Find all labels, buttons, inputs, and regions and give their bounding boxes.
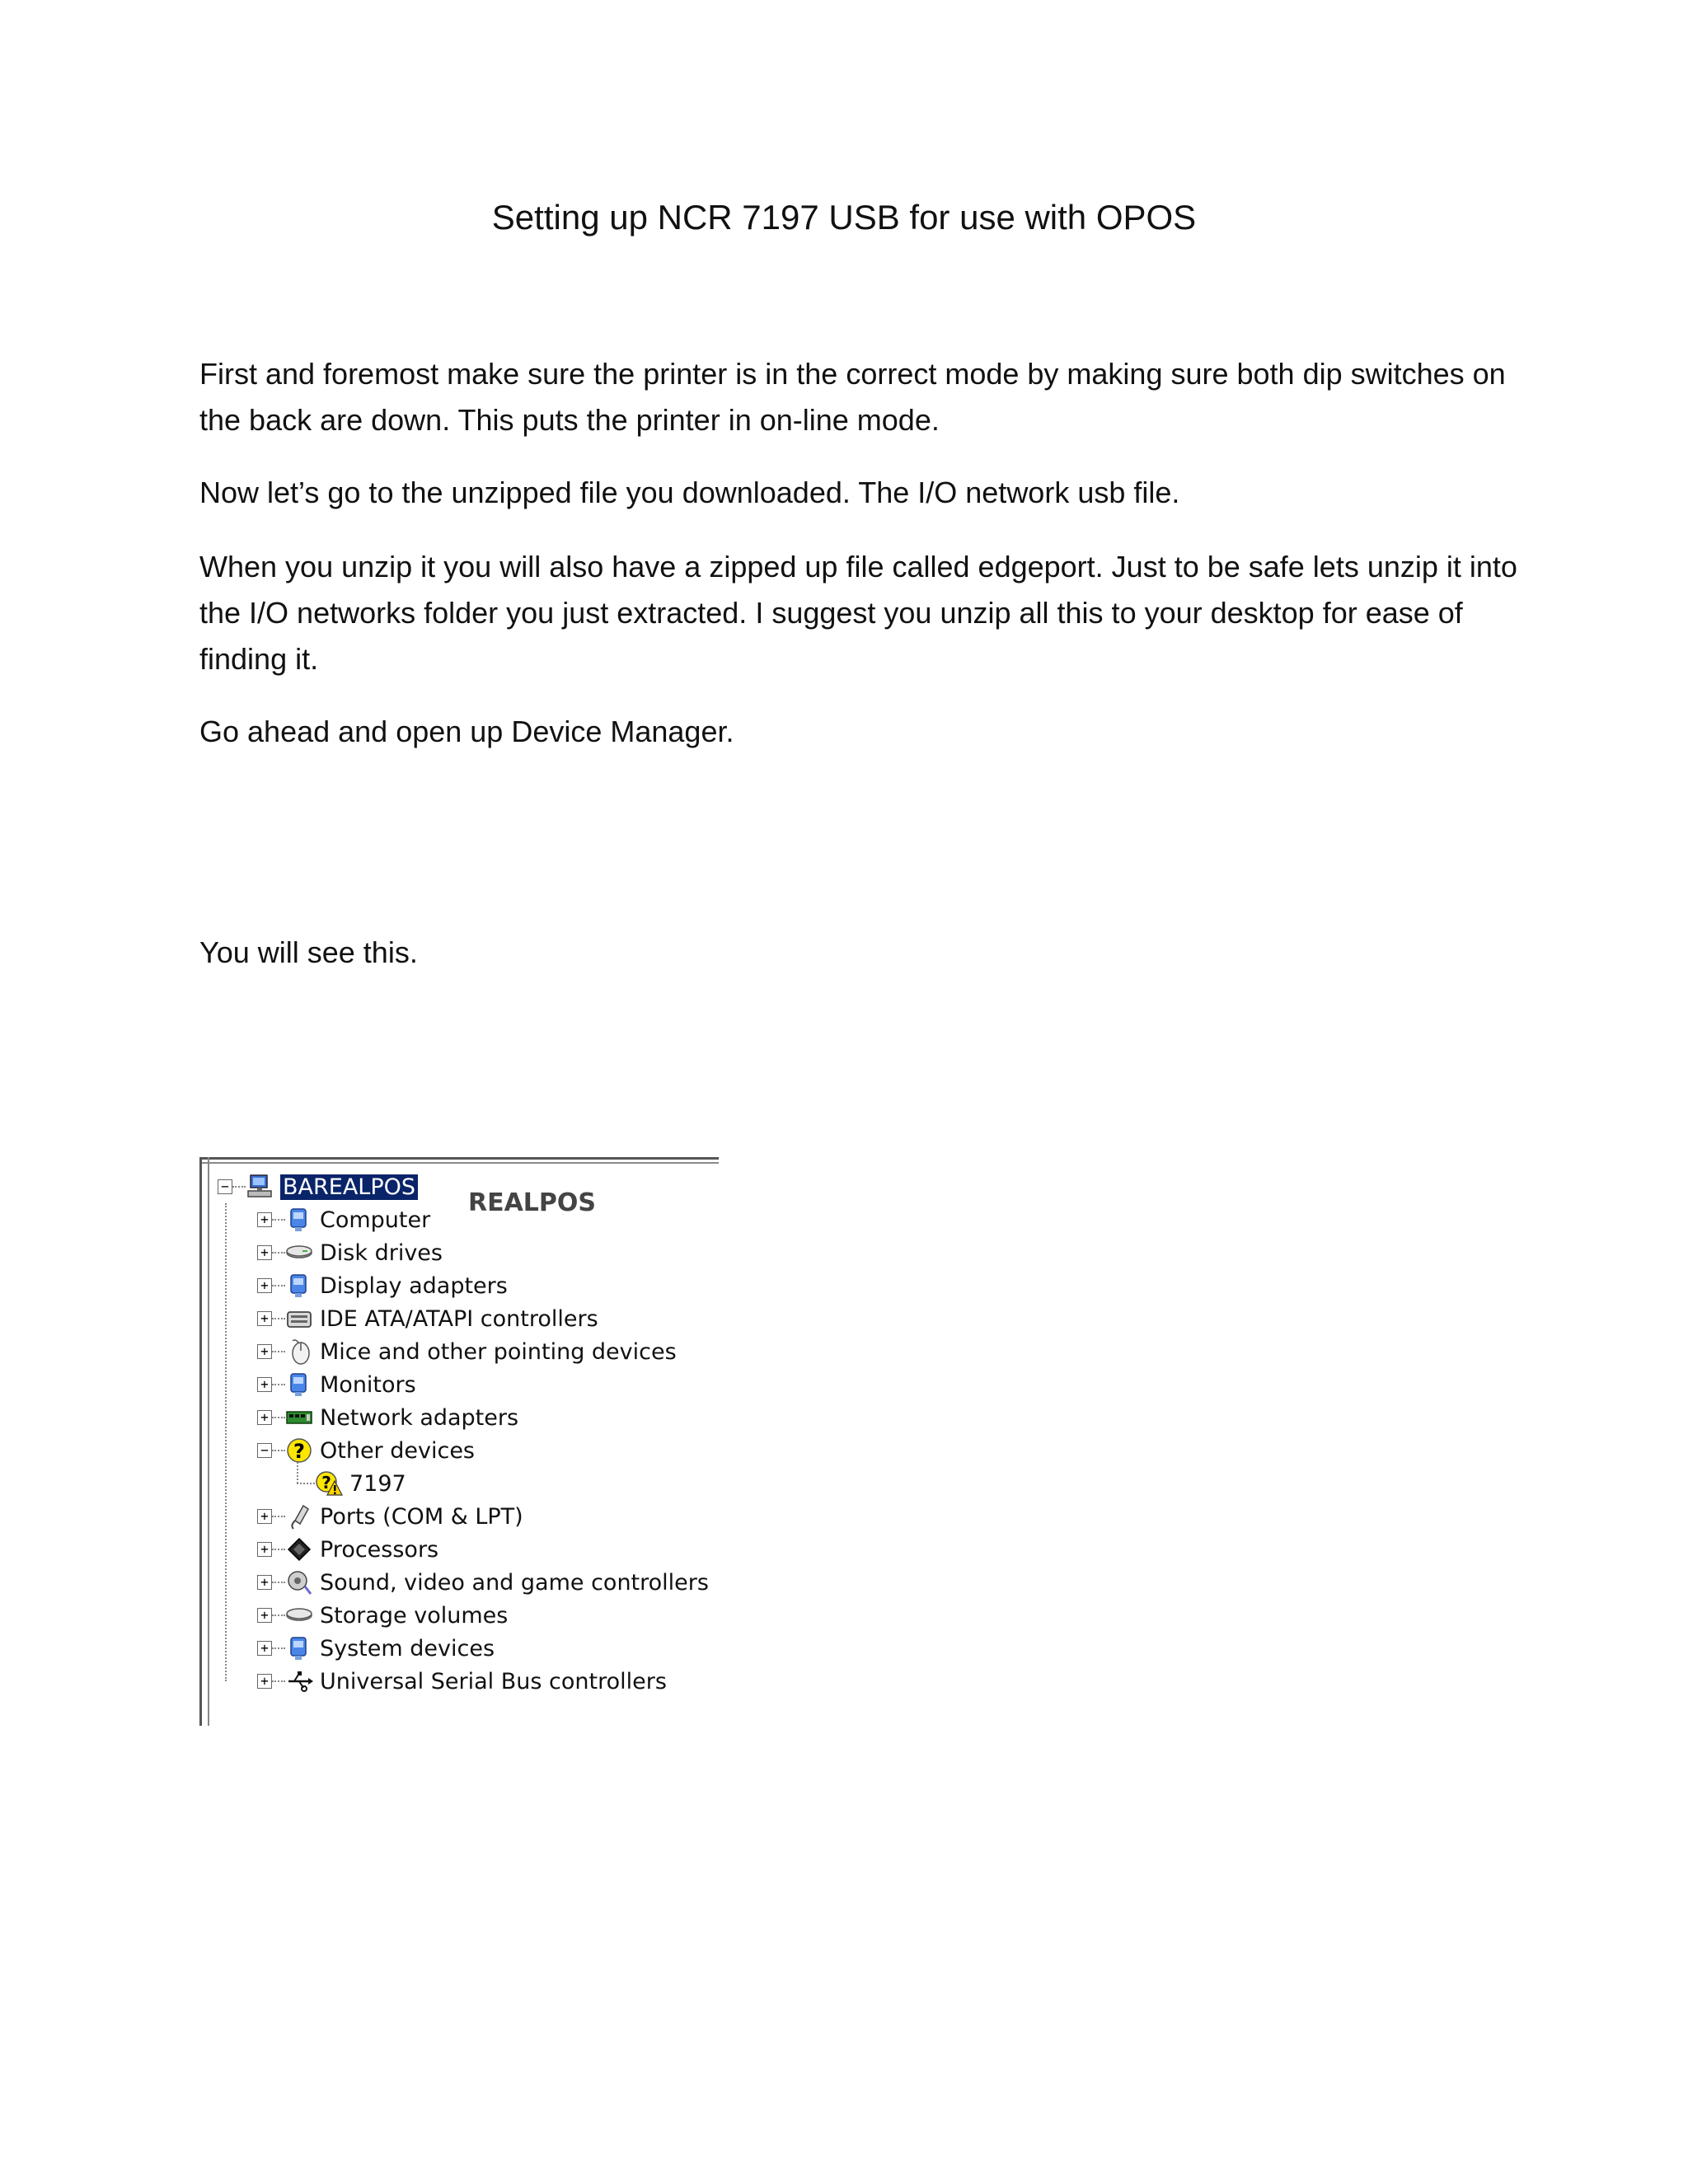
tree-connector bbox=[272, 1219, 285, 1221]
tree-item-label: Computer bbox=[320, 1207, 431, 1233]
tree-connector bbox=[272, 1384, 285, 1385]
computer-icon bbox=[246, 1173, 274, 1201]
network-adapter-icon bbox=[285, 1404, 313, 1432]
tree-item-monitors[interactable] bbox=[257, 1368, 416, 1401]
expand-toggle-icon[interactable]: + bbox=[257, 1410, 272, 1425]
ide-controller-icon bbox=[285, 1305, 313, 1333]
tree-guide-line bbox=[225, 1203, 227, 1681]
tree-item-disk-drives[interactable] bbox=[257, 1236, 443, 1269]
watermark-label: REALPOS bbox=[468, 1188, 597, 1217]
tree-connector bbox=[272, 1417, 285, 1418]
collapse-toggle-icon[interactable]: − bbox=[218, 1179, 232, 1194]
warning-device-icon bbox=[315, 1469, 343, 1497]
tree-item-ports-com-lpt[interactable] bbox=[257, 1500, 523, 1533]
tree-guide-line bbox=[297, 1462, 298, 1483]
tree-connector bbox=[272, 1516, 285, 1517]
tree-item-other-devices[interactable] bbox=[257, 1434, 475, 1467]
tree-connector bbox=[272, 1351, 285, 1352]
paragraph-dip-switches: First and foremost make sure the printer is in the correct mode by making sure both dip switches on the back are down. This puts the printer in on-line mode. bbox=[199, 357, 1506, 437]
tree-item-label: Sound, video and game controllers bbox=[320, 1569, 709, 1596]
document-title: Setting up NCR 7197 USB for use with OPOS bbox=[491, 198, 1197, 237]
expand-toggle-icon[interactable]: + bbox=[257, 1311, 272, 1326]
tree-item-label: Disk drives bbox=[320, 1240, 443, 1266]
paragraph-edgeport: When you unzip it you will also have a zipped up file called edgeport. Just to be safe lets unzip it into the I/O networks folder you just extracted. I suggest you unzip all this to your desktop for ease of finding it. bbox=[199, 550, 1517, 676]
monitor-icon bbox=[285, 1371, 313, 1399]
tree-item-label: Monitors bbox=[320, 1371, 416, 1398]
usb-icon bbox=[285, 1667, 313, 1695]
storage-volume-icon bbox=[285, 1601, 313, 1629]
tree-item-label: BAREALPOS bbox=[280, 1174, 418, 1200]
collapse-toggle-icon[interactable]: − bbox=[257, 1443, 272, 1458]
expand-toggle-icon[interactable]: + bbox=[257, 1245, 272, 1260]
unknown-device-icon bbox=[285, 1436, 313, 1465]
tree-connector bbox=[272, 1252, 285, 1254]
expand-toggle-icon[interactable]: + bbox=[257, 1575, 272, 1590]
expand-toggle-icon[interactable]: + bbox=[257, 1278, 272, 1293]
tree-item-computer[interactable] bbox=[257, 1203, 430, 1236]
paragraph-you-will-see: You will see this. bbox=[199, 935, 418, 969]
tree-item-label: Mice and other pointing devices bbox=[320, 1338, 677, 1365]
window-frame-left bbox=[199, 1157, 209, 1726]
display-adapter-icon bbox=[285, 1272, 313, 1300]
paragraph-unzipped-file: Now let’s go to the unzipped file you downloaded. The I/O network usb file. bbox=[199, 476, 1180, 509]
tree-item-display-adapters[interactable] bbox=[257, 1269, 508, 1302]
mouse-icon bbox=[285, 1338, 313, 1366]
tree-item-label: Processors bbox=[320, 1536, 439, 1563]
tree-item-sound-video-and-game-controllers[interactable] bbox=[257, 1566, 709, 1599]
disk-drive-icon bbox=[285, 1239, 313, 1267]
tree-connector bbox=[272, 1285, 285, 1286]
tree-connector bbox=[272, 1647, 285, 1649]
window-frame-top bbox=[199, 1157, 719, 1164]
tree-item-label: Universal Serial Bus controllers bbox=[320, 1668, 667, 1694]
tree-connector bbox=[272, 1318, 285, 1319]
tree-item-mice-and-other-pointing-devices[interactable] bbox=[257, 1335, 677, 1368]
expand-toggle-icon[interactable]: + bbox=[257, 1344, 272, 1359]
tree-item-label: 7197 bbox=[349, 1470, 406, 1497]
port-icon bbox=[285, 1502, 313, 1530]
tree-item-universal-serial-bus-controllers[interactable] bbox=[257, 1665, 667, 1698]
tree-item-label: Network adapters bbox=[320, 1404, 519, 1431]
tree-item-ide-ata-atapi-controllers[interactable] bbox=[257, 1302, 598, 1335]
tree-connector bbox=[272, 1450, 285, 1451]
svg-text:?: ? bbox=[321, 1473, 331, 1493]
tree-connector bbox=[272, 1582, 285, 1583]
svg-text:?: ? bbox=[293, 1440, 305, 1463]
tree-item-label: Storage volumes bbox=[320, 1602, 509, 1629]
tree-connector bbox=[232, 1186, 246, 1188]
tree-item-processors[interactable] bbox=[257, 1533, 438, 1566]
processor-icon bbox=[285, 1535, 313, 1563]
tree-connector bbox=[297, 1483, 315, 1484]
expand-toggle-icon[interactable]: + bbox=[257, 1212, 272, 1227]
expand-toggle-icon[interactable]: + bbox=[257, 1674, 272, 1689]
tree-item-network-adapters[interactable] bbox=[257, 1401, 518, 1434]
tree-item-label: Display adapters bbox=[320, 1272, 508, 1299]
expand-toggle-icon[interactable]: + bbox=[257, 1542, 272, 1557]
paragraph-open-device-manager: Go ahead and open up Device Manager. bbox=[199, 715, 734, 748]
tree-item-label: Other devices bbox=[320, 1437, 475, 1464]
expand-toggle-icon[interactable]: + bbox=[257, 1641, 272, 1656]
tree-connector bbox=[272, 1680, 285, 1682]
tree-connector bbox=[272, 1549, 285, 1550]
tree-item-label: System devices bbox=[320, 1635, 495, 1661]
tree-connector bbox=[272, 1615, 285, 1616]
expand-toggle-icon[interactable]: + bbox=[257, 1509, 272, 1524]
expand-toggle-icon[interactable]: + bbox=[257, 1608, 272, 1623]
tree-root-barealpos[interactable] bbox=[218, 1170, 418, 1203]
tree-item-label: Ports (COM & LPT) bbox=[320, 1503, 523, 1530]
expand-toggle-icon[interactable]: + bbox=[257, 1377, 272, 1392]
tree-item-label: IDE ATA/ATAPI controllers bbox=[320, 1305, 598, 1332]
computer-monitor-icon bbox=[285, 1206, 313, 1234]
system-device-icon bbox=[285, 1634, 313, 1662]
tree-item-7197[interactable] bbox=[297, 1467, 406, 1500]
tree-item-storage-volumes[interactable] bbox=[257, 1599, 508, 1632]
device-manager-screenshot bbox=[199, 1157, 719, 1726]
tree-item-system-devices[interactable] bbox=[257, 1632, 495, 1665]
sound-icon bbox=[285, 1568, 313, 1596]
